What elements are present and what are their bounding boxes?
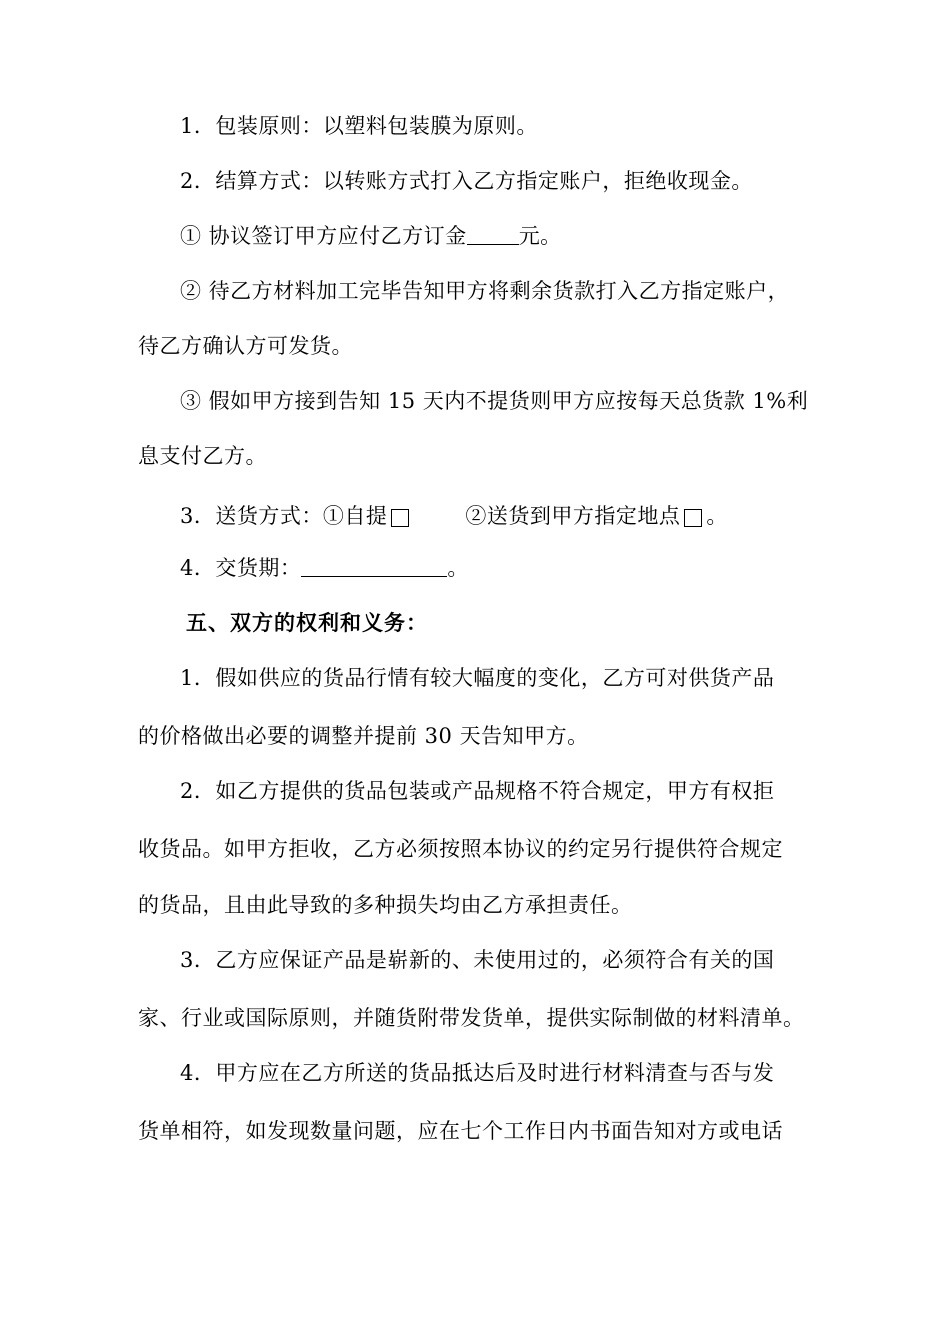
delivery-period-suffix: 。 — [447, 556, 469, 580]
rights-item2-line1: 2．如乙方提供的货品包装或产品规格不符合规定，甲方有权拒 — [180, 779, 775, 803]
delivery-method-text: 3．送货方式：①自提 — [180, 504, 388, 528]
rights-item1-line1: 1．假如供应的货品行情有较大幅度的变化，乙方可对供货产品 — [180, 666, 775, 690]
rights-item3-line2: 家、行业或国际原则，并随货附带发货单，提供实际制做的材料清单。 — [138, 1006, 805, 1030]
rights-item3-line1: 3．乙方应保证产品是崭新的、未使用过的，必须符合有关的国 — [180, 948, 775, 972]
late-pickup-clause-line2: 息支付乙方。 — [138, 444, 267, 468]
balance-clause-line2: 待乙方确认方可发货。 — [138, 334, 353, 358]
deposit-suffix: 元。 — [518, 224, 562, 248]
delivery-method-clause — [180, 501, 860, 531]
section-heading: 五、双方的权利和义务： — [186, 610, 428, 635]
rights-item4-line2: 货单相符，如发现数量问题，应在七个工作日内书面告知对方或电话 — [138, 1119, 783, 1143]
delivery-period-clause — [180, 553, 860, 583]
rights-item4-line1: 4．甲方应在乙方所送的货品抵达后及时进行材料清查与否与发 — [180, 1061, 775, 1085]
delivery-period-text: 4．交货期： — [180, 556, 302, 580]
packaging-clause: 1．包装原则：以塑料包装膜为原则。 — [180, 114, 538, 138]
self-pickup-checkbox[interactable] — [391, 509, 409, 527]
delivery-to-site-checkbox[interactable] — [684, 509, 702, 527]
deposit-amount-blank[interactable] — [467, 224, 519, 245]
balance-clause-line1: ② 待乙方材料加工完毕告知甲方将剩余货款打入乙方指定账户， — [180, 279, 790, 303]
settlement-clause: 2．结算方式：以转账方式打入乙方指定账户，拒绝收现金。 — [180, 169, 753, 193]
late-pickup-clause-line1: ③ 假如甲方接到告知 15 天内不提货则甲方应按每天总货款 1%利 — [180, 389, 809, 413]
deposit-text: ① 协议签订甲方应付乙方订金 — [180, 224, 467, 248]
rights-item2-line3: 的货品，且由此导致的多种损失均由乙方承担责任。 — [138, 893, 633, 917]
delivery-option-text: ②送货到甲方指定地点 — [465, 504, 681, 528]
delivery-method-suffix: 。 — [706, 504, 728, 528]
deposit-clause — [180, 221, 860, 251]
rights-item1-line2: 的价格做出必要的调整并提前 30 天告知甲方。 — [138, 724, 589, 748]
delivery-period-blank[interactable] — [301, 556, 447, 577]
rights-item2-line2: 收货品。如甲方拒收，乙方必须按照本协议的约定另行提供符合规定 — [138, 837, 783, 861]
